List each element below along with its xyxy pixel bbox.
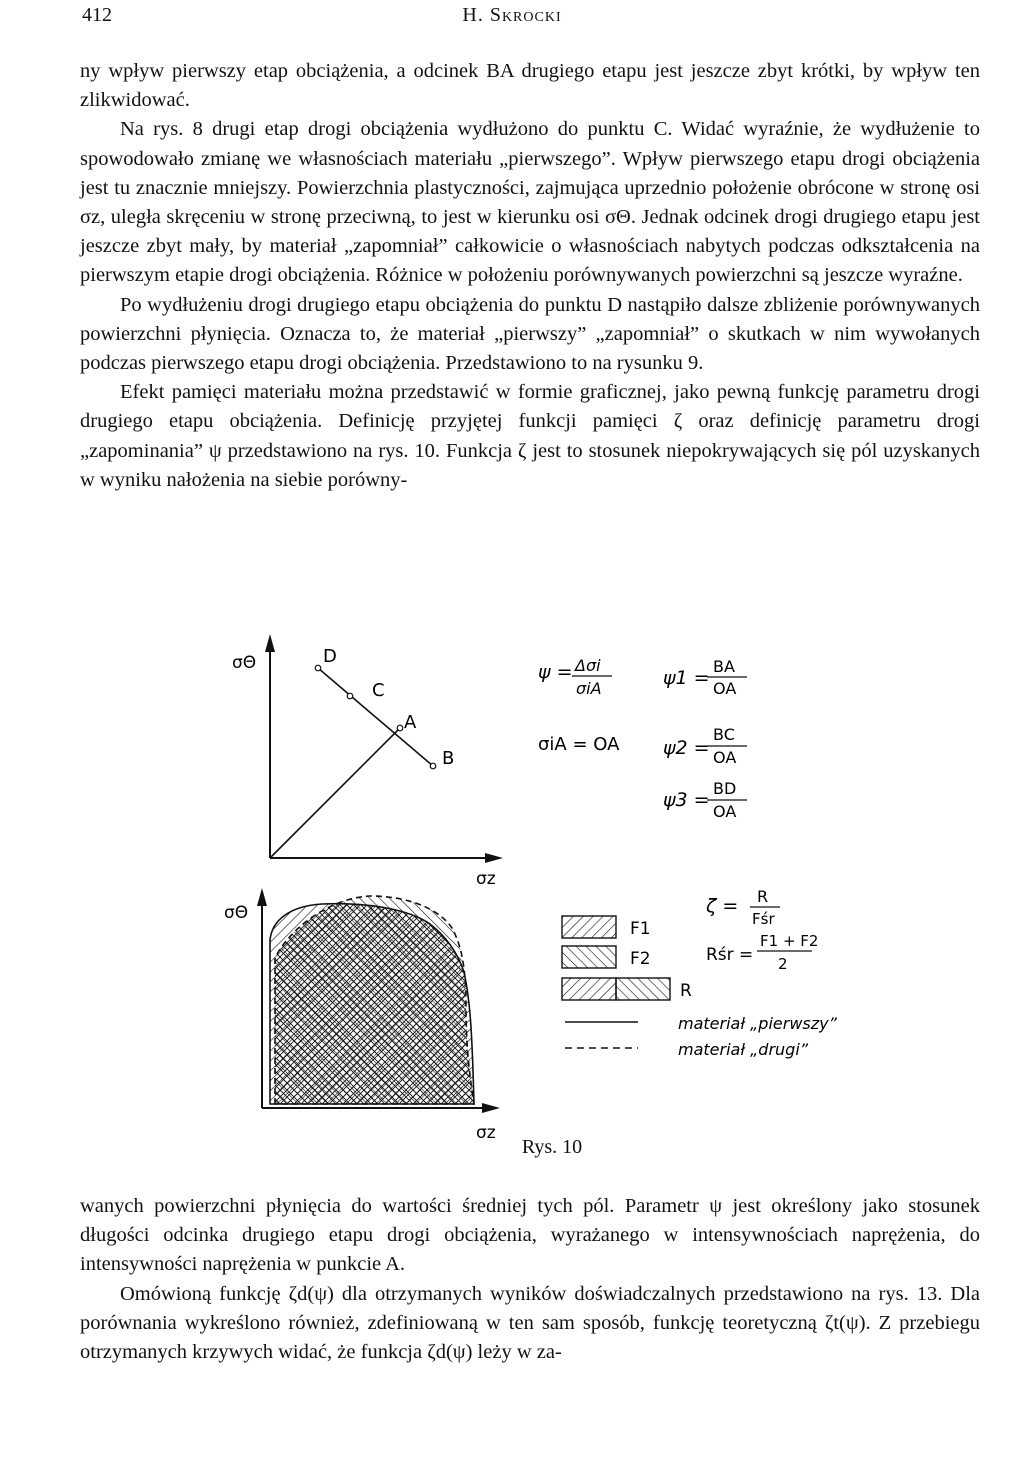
psi1-lhs: ψ1 = <box>663 667 710 689</box>
lower-y-axis-label: σΘ <box>224 903 249 923</box>
upper-x-axis-label: σz <box>476 869 496 889</box>
legend-swatch-r1 <box>562 978 616 1000</box>
point-label-a: A <box>404 712 417 733</box>
paragraph: Po wydłużeniu drogi drugiego etapu obciążenia do punktu D nastąpiło dalsze zbliżenie porównywanych powierzchni płynięcia. Oznacza to, że materiał „pierwszy” „zapomniał” o skutkach w nim wywołanych podczas pierwszego etapu drogi obciążenia. Przedstawiono to na rysunku 9. <box>80 293 980 375</box>
psi3-lhs: ψ3 = <box>663 789 710 811</box>
psi-definition-lhs: ψ = <box>538 661 573 683</box>
zeta-denominator: Fśr <box>752 910 775 928</box>
zeta-numerator: R <box>757 887 769 906</box>
paragraph: Efekt pamięci materiału można przedstawić w formie graficznej, jako pewną funkcję parametru drogi drugiego etapu obciążenia. Definicję przyjętej funkcji pamięci ζ oraz definicję parametru drogi „zapominania” ψ przedstawiono na rys. 10. Funkcja ζ jest to stosunek niepokrywających się pól uzyskanych w wyniku nałożenia na siebie porówny- <box>80 381 980 491</box>
legend-label-first-material: materiał „pierwszy” <box>678 1014 837 1033</box>
paragraph: Na rys. 8 drugi etap drogi obciążenia wydłużono do punktu C. Widać wyraźnie, że wydłużenie to spowodowało zmianę we własnościach materiału „pierwszego”. Wpływ pierwszego etapu drogi obciążenia jest tu znacznie mniejszy. Powierzchnia plastyczności, zajmująca uprzednio położenie obrócone w stronę osi σz, uległa skręceniu w stronę przeciwną, to jest w kierunku osi σΘ. Jednak odcinek drogi drugiego etapu jest jeszcze zbyt mały, by materiał „zapomniał” całkowicie o własnościach nabytych podczas odkształcenia na pierwszym etapie drogi obciążenia. Różnice w położeniu porównywanych powierzchni są jeszcze wyraźne. <box>80 118 980 287</box>
legend-swatch-f2 <box>562 946 616 968</box>
yield-surfaces <box>270 896 474 1104</box>
psi-definition-denominator: σiA <box>576 679 602 698</box>
legend-swatch-r2 <box>616 978 670 1000</box>
legend-label-f2: F2 <box>630 949 651 969</box>
psi2-denominator: OA <box>713 748 737 767</box>
lower-x-axis-label: σz <box>476 1123 496 1143</box>
point-label-c: C <box>372 680 385 701</box>
rsr-numerator: F1 + F2 <box>760 932 819 950</box>
legend-swatch-f1 <box>562 916 616 938</box>
upper-y-axis-label: σΘ <box>232 653 257 673</box>
body-text-bottom <box>80 1192 980 1367</box>
paragraph: ny wpływ pierwszy etap obciążenia, a odcinek BA drugiego etapu jest jeszcze zbyt krótki, by wpływ ten zlikwidować. <box>80 60 980 112</box>
psi2-lhs: ψ2 = <box>663 737 710 759</box>
figure-drawing <box>0 628 1024 1148</box>
psi-definition-numerator: Δσi <box>575 656 601 675</box>
figure-rys-10 <box>0 628 1024 1188</box>
sigma-ia-definition: σiA = OA <box>538 734 620 755</box>
legend-label-r: R <box>680 981 692 1001</box>
legend-label-second-material: materiał „drugi” <box>678 1040 809 1059</box>
load-path <box>270 665 436 858</box>
psi1-numerator: BA <box>713 657 735 676</box>
rsr-denominator: 2 <box>778 955 788 973</box>
psi1-denominator: OA <box>713 679 737 698</box>
page-number: 412 <box>82 4 112 26</box>
upper-axes <box>265 634 503 863</box>
paragraph: Omówioną funkcję ζd(ψ) dla otrzymanych wyników doświadczalnych przedstawiono na rys. 13. Dla porównania wykreślono również, zdefiniowaną w ten sam sposób, funkcję teoretyczną ζt(ψ). Z przebiegu otrzymanych krzywych widać, że funkcja ζd(ψ) leży w za- <box>80 1282 980 1364</box>
body-text-top <box>80 57 980 495</box>
psi2-numerator: BC <box>713 725 735 744</box>
point-label-b: B <box>442 748 455 769</box>
point-label-d: D <box>323 646 337 667</box>
figure-caption: Rys. 10 <box>521 1136 583 1158</box>
psi3-denominator: OA <box>713 802 737 821</box>
legend-label-f1: F1 <box>630 919 651 939</box>
paragraph: wanych powierzchni płynięcia do wartości średniej tych pól. Parametr ψ jest określony jako stosunek długości odcinka drugiego etapu drogi obciążenia, wyrażanego w intensywnościach naprężenia, do intensywności naprężenia w punkcie A. <box>80 1195 980 1276</box>
page-header <box>0 4 1024 30</box>
zeta-lhs: ζ = <box>706 895 739 917</box>
rsr-lhs: Rśr = <box>706 945 754 965</box>
running-head: H. Skrocki <box>462 4 562 26</box>
psi3-numerator: BD <box>713 779 737 798</box>
